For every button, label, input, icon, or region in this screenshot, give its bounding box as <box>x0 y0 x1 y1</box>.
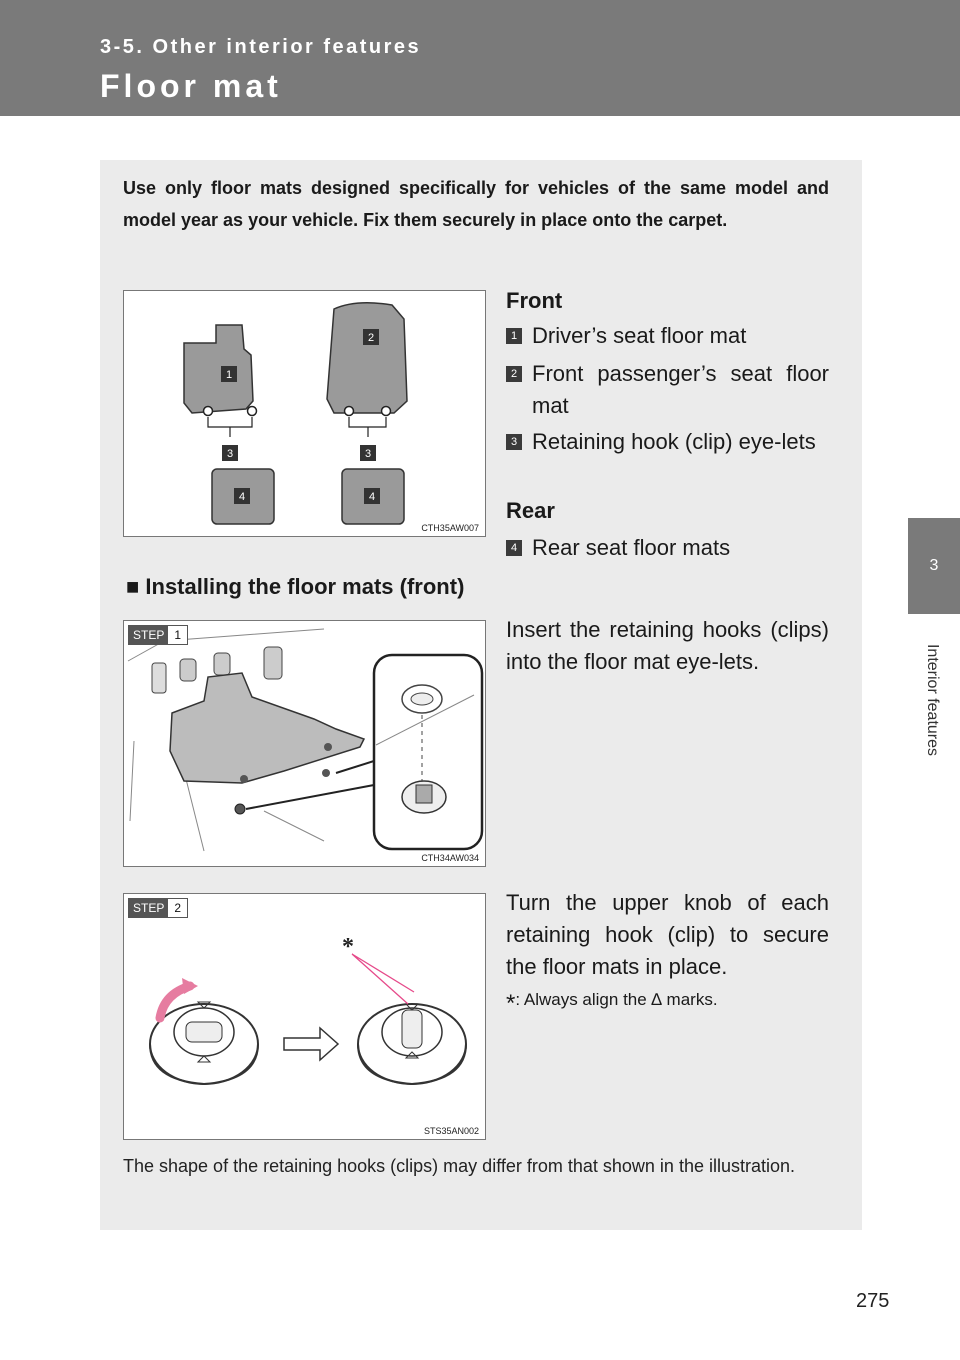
rear-heading: Rear <box>506 498 555 523</box>
alignment-note <box>506 990 829 1018</box>
marker-4-left-label: 4 <box>238 491 246 503</box>
intro-text: Use only floor mats designed specifically for vehicles of the same model and model year as your vehicle. Fix them securely in place onto the carpet. <box>123 178 829 230</box>
chapter-tab: 3 <box>908 518 960 614</box>
front-heading: Front <box>506 288 563 313</box>
marker-3-right-label: 3 <box>364 448 372 460</box>
floor-mat-illustration <box>124 291 487 538</box>
step1-figure <box>123 620 486 867</box>
page-title: Floor mat <box>100 68 282 104</box>
section-label: 3-5. Other interior features <box>100 36 422 58</box>
asterisk-marker: * <box>342 934 354 960</box>
legend-text: Retaining hook (clip) eye-lets <box>532 429 816 454</box>
step-number: 1 <box>168 626 187 644</box>
legend-text: Driver’s seat floor mat <box>532 323 747 348</box>
figure-code: STS35AN002 <box>423 1126 479 1136</box>
legend-num: 4 <box>506 540 522 556</box>
step-number: 2 <box>168 899 187 917</box>
page-number: 275 <box>856 1290 890 1312</box>
legend-item-3 <box>506 426 829 458</box>
legend-item-1 <box>506 320 829 352</box>
footnote: The shape of the retaining hooks (clips) may differ from that shown in the illustration. <box>123 1156 796 1176</box>
step2-text: Turn the upper knob of each retaining hook (clip) to secure the floor mats in place. <box>506 890 829 979</box>
note-asterisk: * <box>506 990 516 1017</box>
legend-num: 1 <box>506 328 522 344</box>
figure-code: CTH35AW007 <box>421 523 479 533</box>
chapter-label <box>904 622 960 782</box>
step-label: STEP <box>129 626 168 644</box>
marker-3-left-label: 3 <box>226 448 234 460</box>
legend-num: 3 <box>506 434 522 450</box>
marker-1-label: 1 <box>225 369 233 381</box>
legend-text: Rear seat floor mats <box>532 535 731 560</box>
step2-figure <box>123 893 486 1140</box>
marker-4-right-label: 4 <box>368 491 376 503</box>
chapter-title: Interior features <box>924 643 941 757</box>
legend-num: 2 <box>506 366 522 382</box>
step-badge <box>128 625 188 645</box>
floor-mat-figure <box>123 290 486 537</box>
step-label: STEP <box>129 899 168 917</box>
step-badge <box>128 898 188 918</box>
step1-illustration <box>124 621 487 868</box>
figure-code: CTH34AW034 <box>421 853 479 863</box>
legend-item-4 <box>506 532 829 564</box>
note-text: : Always align the ∆ marks. <box>515 990 718 1009</box>
step2-illustration <box>124 894 487 1141</box>
legend-item-2 <box>506 358 829 422</box>
install-heading: ■ Installing the floor mats (front) <box>126 574 465 599</box>
step1-text: Insert the retaining hooks (clips) into the floor mat eye-lets. <box>506 617 829 674</box>
marker-2-label: 2 <box>367 332 375 344</box>
legend-text: Front passenger’s seat floor mat <box>532 361 829 418</box>
page-header <box>0 0 960 116</box>
